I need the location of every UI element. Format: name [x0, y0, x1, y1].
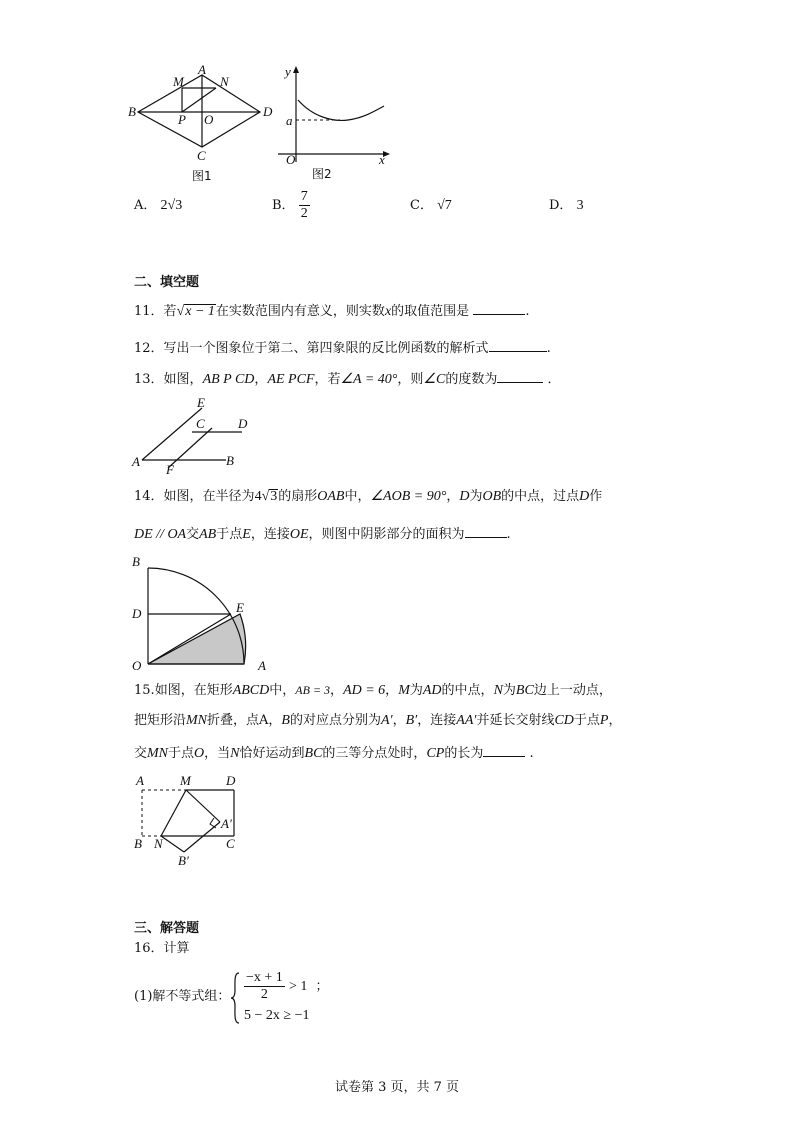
question-14-line-2: DE // OA交AB于点E，连接OE，则图中阴影部分的面积为 . — [134, 527, 511, 542]
option-a-value: 2√3 — [160, 198, 183, 213]
option-c-value: √7 — [437, 198, 452, 213]
page-footer: 试卷第 3 页，共 7 页 — [334, 1080, 460, 1095]
q15-label-D: D — [226, 773, 236, 788]
question-15-line-1: 15.如图，在矩形ABCD中，AB = 3，AD = 6，M为AD的中点，N为BC边上一动点， — [134, 683, 612, 698]
fig1-label-N: N — [220, 74, 229, 89]
q14-answer-blank[interactable] — [465, 525, 507, 538]
q14-label-E: E — [236, 600, 244, 615]
fig1-label-D: D — [263, 104, 273, 119]
q15-label-C: C — [226, 836, 235, 851]
q14-label-O: O — [132, 658, 142, 673]
question-11: 11．若√x − 1在实数范围内有意义，则实数x的取值范围是 . — [134, 304, 530, 319]
q10-figure-1 — [130, 62, 280, 187]
question-12: 12．写出一个图象位于第二、第四象限的反比例函数的解析式 . — [134, 341, 551, 356]
q15-figure — [128, 772, 248, 868]
question-15-line-2: 把矩形沿MN折叠，点A，B的对应点分别为A′，B′，连接AA′并延长交射线CD于点P， — [134, 713, 622, 728]
fig2-label-x: x — [379, 152, 385, 167]
q10-option-a: A． 2√3 — [134, 198, 183, 213]
question-14-line-1: 14．如图，在半径为4√3的扇形OAB中，∠AOB = 90°，D为OB的中点，过点D作 — [134, 489, 603, 504]
q13-label-B: B — [226, 453, 234, 468]
q14-label-B: B — [132, 554, 140, 569]
q10-option-b: B． $\frac{7}{2}$ — [272, 189, 308, 221]
q15-answer-blank[interactable] — [483, 744, 525, 757]
inequality-1-fraction: $\frac{-x + 1}{2}$ — [246, 970, 283, 1002]
q13-label-A: A — [132, 454, 140, 469]
q15-label-Bp: B′ — [178, 853, 189, 868]
q15-label-A: A — [136, 773, 144, 788]
q14-figure — [128, 550, 278, 672]
q15-label-N: N — [154, 836, 163, 851]
q13-label-F: F — [166, 462, 174, 477]
option-d-value: 3 — [576, 198, 584, 213]
q13-figure — [130, 394, 260, 476]
inequality-2: 5 − 2x ≥ −1 — [244, 1008, 310, 1023]
question-15-line-3: 交MN于点O，当N恰好运动到BC的三等分点处时，CP的长为 . — [134, 746, 534, 761]
q15-label-Ap: A′ — [221, 816, 232, 831]
q14-label-A: A — [258, 658, 266, 673]
q10-figure-2 — [268, 62, 398, 187]
q10-option-d: D． 3 — [549, 198, 584, 213]
fig1-label-O: O — [204, 112, 214, 127]
fig1-label-C: C — [197, 148, 206, 163]
q10-option-c: C． √7 — [410, 198, 452, 213]
q13-label-C: C — [196, 416, 205, 431]
fig2-label-a: a — [286, 113, 293, 128]
question-13: 13．如图，AB P CD，AE PCF，若∠A = 40°，则∠C的度数为 ． — [134, 372, 561, 387]
q11-answer-blank[interactable] — [473, 302, 525, 315]
q15-label-M: M — [180, 773, 191, 788]
q15-label-B: B — [134, 836, 142, 851]
q13-answer-blank[interactable] — [497, 370, 543, 383]
question-16: 16．计算 — [134, 941, 190, 956]
fig1-label-M: M — [173, 74, 184, 89]
fig1-label-B: B — [128, 104, 136, 119]
q12-answer-blank[interactable] — [489, 339, 547, 352]
q13-label-E: E — [197, 395, 205, 410]
q14-label-D: D — [132, 606, 142, 621]
fig2-caption: 图2 — [312, 167, 332, 181]
q13-label-D: D — [238, 416, 248, 431]
section-2-title: 二、填空题 — [134, 275, 200, 290]
fig1-caption: 图1 — [192, 169, 212, 183]
fig1-label-A: A — [198, 62, 206, 77]
option-b-fraction: $\frac{7}{2}$ — [300, 189, 308, 221]
brace-icon — [230, 972, 240, 1024]
fig1-label-P: P — [178, 112, 186, 127]
fig2-label-O: O — [286, 152, 296, 167]
section-3-title: 三、解答题 — [134, 921, 200, 936]
fig2-label-y: y — [285, 64, 291, 79]
